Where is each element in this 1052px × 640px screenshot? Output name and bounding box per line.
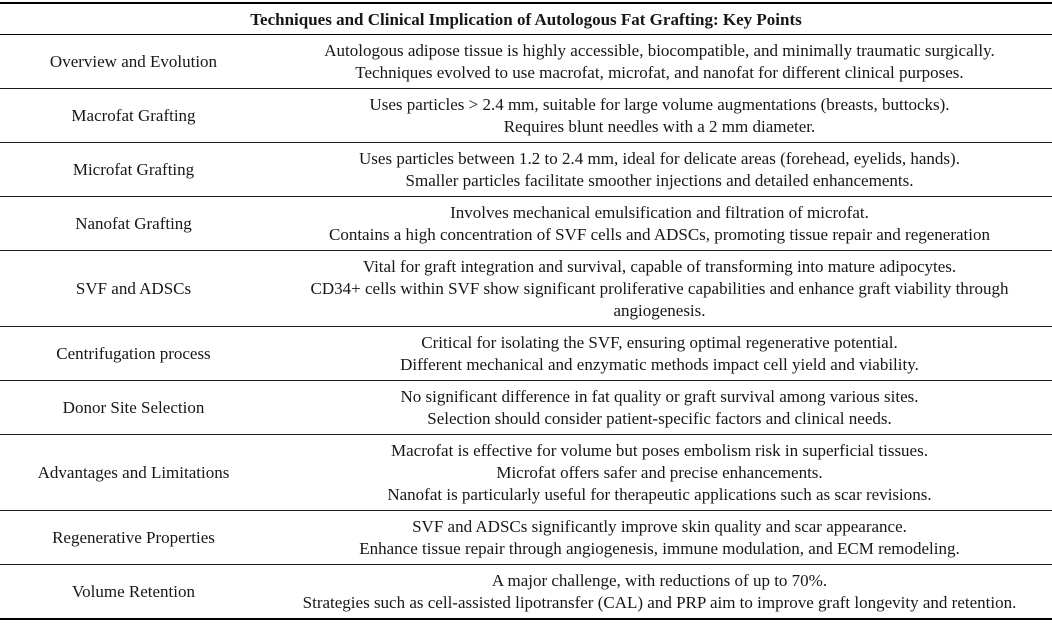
row-description-cell [267,143,1052,196]
row-label: Microfat Grafting [72,159,195,179]
row-description-cell [267,251,1052,326]
description-line: Vital for graft integration and survival, capable of transforming into mature adipocytes. [362,256,957,276]
description-line: Contains a high concentration of SVF cells and ADSCs, promoting tissue repair and regeneration [329,224,990,244]
row-label-cell [0,327,267,380]
row-description-cell [267,565,1052,618]
row-description-cell [267,435,1052,510]
description-line: Enhance tissue repair through angiogenesis, immune modulation, and ECM remodeling. [359,538,960,558]
row-label: Overview and Evolution [49,51,218,71]
row-label-cell [0,143,267,196]
description-line: No significant difference in fat quality or graft survival among various sites. [400,386,919,406]
description-line: Smaller particles facilitate smoother injections and detailed enhancements. [405,170,914,190]
row-description-cell [267,89,1052,142]
table-row [0,511,1052,565]
table-row [0,35,1052,89]
row-label-cell [0,565,267,618]
description-line: Different mechanical and enzymatic methods impact cell yield and viability. [400,354,919,374]
description-line: Strategies such as cell-assisted lipotransfer (CAL) and PRP aim to improve graft longevity and retention. [302,592,1017,612]
description-line: Uses particles > 2.4 mm, suitable for large volume augmentations (breasts, buttocks). [369,94,950,114]
table-row [0,89,1052,143]
row-label-cell [0,435,267,510]
row-label: Donor Site Selection [62,397,205,417]
table-row [0,381,1052,435]
row-label: SVF and ADSCs [75,278,192,298]
row-description-cell [267,35,1052,88]
row-description-cell [267,381,1052,434]
table-row [0,251,1052,327]
description-line: Uses particles between 1.2 to 2.4 mm, ideal for delicate areas (forehead, eyelids, hands). [359,148,960,168]
description-line: Requires blunt needles with a 2 mm diameter. [503,116,816,136]
table-row [0,143,1052,197]
row-label-cell [0,511,267,564]
key-points-table [0,2,1052,620]
row-label-cell [0,381,267,434]
row-label: Volume Retention [72,581,195,601]
row-label-cell [0,35,267,88]
description-line: Autologous adipose tissue is highly accessible, biocompatible, and minimally traumatic surgically. [324,40,995,60]
row-label: Regenerative Properties [52,527,215,547]
table-row [0,197,1052,251]
description-line: CD34+ cells within SVF show significant proliferative capabilities and enhance graft viability through angiogenesis. [310,278,1009,320]
description-line: Techniques evolved to use macrofat, microfat, and nanofat for different clinical purposes. [355,62,964,82]
description-line: A major challenge, with reductions of up to 70%. [491,570,828,590]
description-line: Macrofat is effective for volume but poses embolism risk in superficial tissues. [391,440,928,460]
description-line: Critical for isolating the SVF, ensuring optimal regenerative potential. [421,332,898,352]
table-row [0,435,1052,511]
row-label-cell [0,251,267,326]
row-label: Centrifugation process [56,343,211,363]
description-line: Nanofat is particularly useful for therapeutic applications such as scar revisions. [387,484,932,504]
description-line: SVF and ADSCs significantly improve skin quality and scar appearance. [412,516,907,536]
description-line: Selection should consider patient-specific factors and clinical needs. [427,408,892,428]
row-label: Advantages and Limitations [37,462,230,482]
description-line: Microfat offers safer and precise enhancements. [496,462,823,482]
table-body [0,35,1052,618]
row-label-cell [0,89,267,142]
row-description-cell [267,197,1052,250]
row-description-cell [267,511,1052,564]
table-row [0,565,1052,618]
row-label: Nanofat Grafting [75,213,192,233]
table-row [0,327,1052,381]
row-description-cell [267,327,1052,380]
row-label-cell [0,197,267,250]
description-line: Involves mechanical emulsification and filtration of microfat. [450,202,869,222]
row-label: Macrofat Grafting [71,105,196,125]
table-title: Techniques and Clinical Implication of Autologous Fat Grafting: Key Points [0,4,1052,35]
